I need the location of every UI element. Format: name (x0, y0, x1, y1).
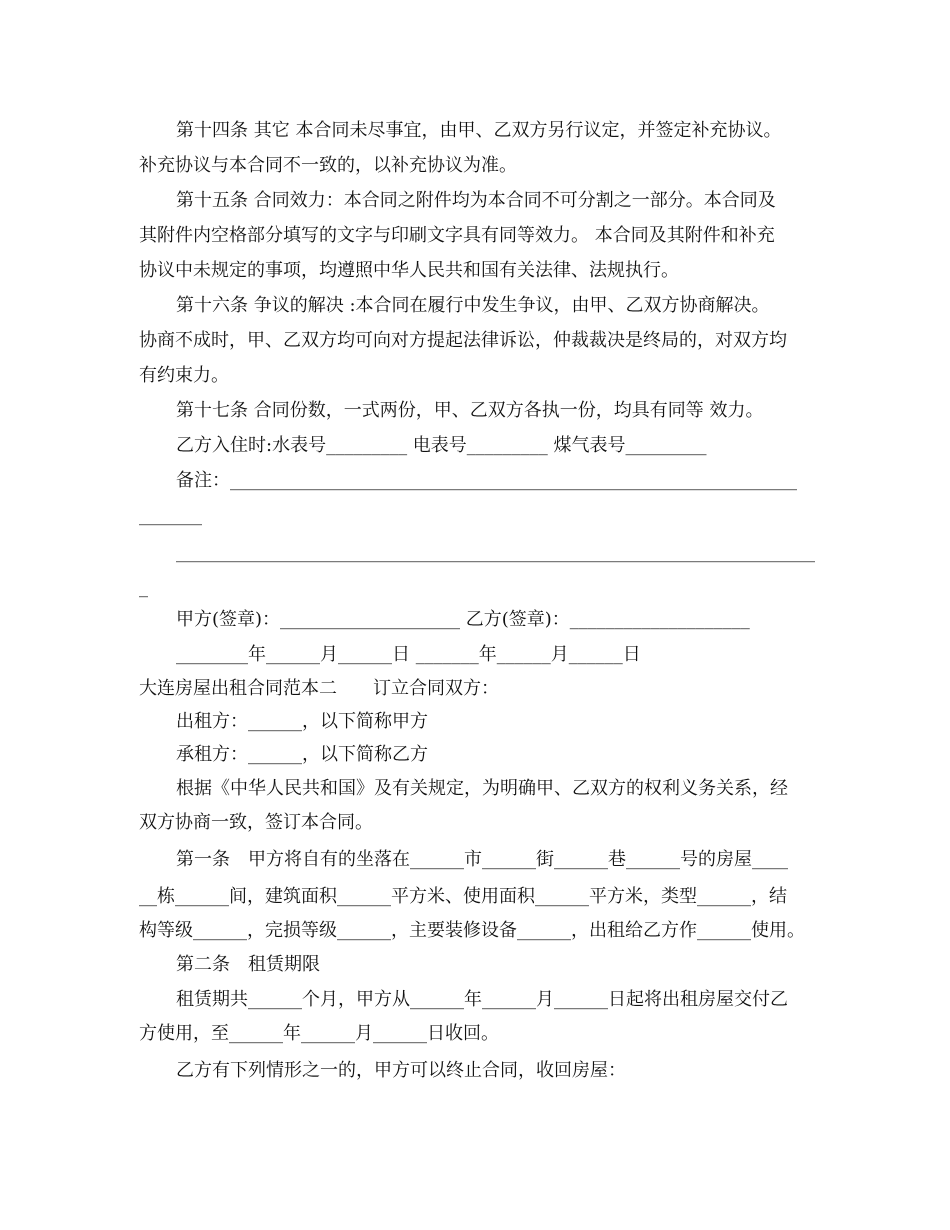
preamble-line-2: 双方协商一致，签订本合同。 (139, 812, 373, 833)
remarks-line: 备注：_______________________________________________________________ (176, 470, 797, 491)
article-15-line-3: 协议中未规定的事项，均遵照中华人民共和国有关法律、法规执行。 (139, 260, 679, 281)
article-16-line-1: 第十六条 争议的解决 :本合同在履行中发生争议，由甲、乙双方协商解决。 (176, 295, 770, 316)
lessee-line: 承租方：______，以下简称乙方 (176, 744, 428, 765)
article-16-line-3: 有约束力。 (139, 365, 229, 386)
article-1-line-1: 第一条 甲方将自有的坐落在______市______街______巷______号的房屋____ (176, 849, 788, 870)
blank-line: _______________________________________________________________________ (176, 542, 815, 563)
article-2-title: 第二条 租赁期限 (176, 954, 320, 975)
remarks-line-continued: _______ (139, 505, 202, 526)
meter-numbers-line: 乙方入住时:水表号_________ 电表号_________ 煤气表号_________ (176, 435, 707, 456)
termination-conditions-line: 乙方有下列情形之一的，甲方可以终止合同，收回房屋： (176, 1060, 626, 1081)
article-14-line-2: 补充协议与本合同不一致的，以补充协议为准。 (139, 155, 517, 176)
article-15-line-1: 第十五条 合同效力：本合同之附件均为本合同不可分割之一部分。本合同及 (176, 190, 776, 211)
preamble-line-1: 根据《中华人民共和国》及有关规定，为明确甲、乙双方的权利义务关系，经 (176, 778, 788, 799)
article-2-line-2: 方使用，至______年______月______日收回。 (139, 1023, 499, 1044)
article-17-line: 第十七条 合同份数，一式两份，甲、乙双方各执一份，均具有同等 效力。 (176, 400, 764, 421)
signature-line: 甲方(签章)：____________________ 乙方(签章)：____________________ (176, 609, 750, 630)
article-16-line-2: 协商不成时，甲、乙双方均可向对方提起法律诉讼，仲裁裁决是终局的，对双方均 (139, 330, 787, 351)
article-1-line-3: 构等级______，完损等级______，主要装修设备______，出租给乙方作______使用。 (139, 920, 805, 941)
article-14-line-1: 第十四条 其它 本合同未尽事宜，由甲、乙双方另行议定，并签定补充协议。 (176, 120, 782, 141)
lessor-line: 出租方：______，以下简称甲方 (176, 711, 428, 732)
signature-date-line: ________年______月______日 _______年______月______日 (176, 644, 641, 665)
contract-2-title: 大连房屋出租合同范本二 订立合同双方： (139, 678, 499, 699)
article-2-line-1: 租赁期共______个月，甲方从______年______月______日起将出租房屋交付乙 (176, 989, 788, 1010)
article-15-line-2: 其附件内空格部分填写的文字与印刷文字具有同等效力。 本合同及其附件和补充 (139, 225, 775, 246)
blank-line-end: _ (139, 577, 148, 598)
article-1-line-2: __栋______间，建筑面积______平方米、使用面积______平方米，类型______，结 (139, 886, 787, 907)
